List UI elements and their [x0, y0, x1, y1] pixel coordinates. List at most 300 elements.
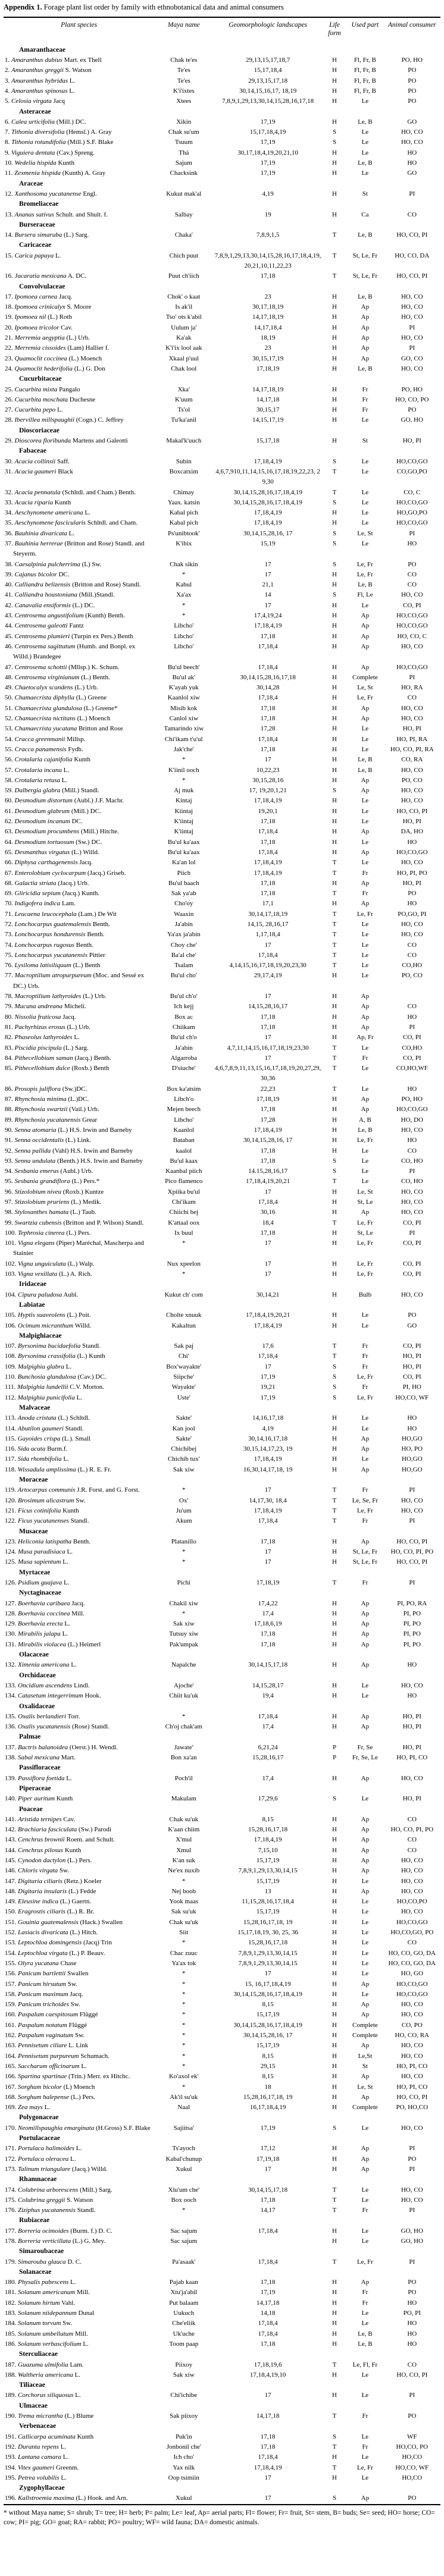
species-row [4, 848, 440, 858]
life-form-cell: T [332, 1085, 337, 1093]
species-row [4, 415, 440, 425]
used-part-cell: Le [361, 735, 369, 743]
landscapes-cell: 17,19 [260, 118, 276, 125]
species-row [4, 1938, 440, 1948]
family-name: Zygophyllaceae [19, 2484, 65, 2492]
life-form-cell: H [332, 190, 337, 197]
species-number: 47. [5, 663, 15, 671]
species-cell: 106. Ocimum micranthum Willd. [5, 1322, 92, 1329]
species-binomial: Cipura paludosa [18, 1291, 62, 1298]
life-form-cell: H [332, 365, 337, 372]
used-part-cell: Complete [352, 673, 378, 681]
used-part-cell: St [362, 2062, 368, 2070]
life-form-cell: H [332, 396, 337, 403]
life-form-cell: H [332, 1857, 337, 1864]
used-part-cell: Complete [352, 2021, 378, 2029]
used-part-cell: Ap [361, 828, 370, 836]
life-form-cell: H [332, 437, 337, 445]
species-number: 2. [5, 67, 11, 74]
family-name: Solanaceae [19, 2268, 52, 2276]
life-form-cell: H [332, 1723, 337, 1731]
landscapes-cell: 15,17,19 [256, 2011, 280, 2019]
species-binomial: Vigna elegans [18, 1240, 55, 1247]
species-cell: 40. Calliandra belizensis (Britton and Rose) Standl. [5, 581, 141, 589]
used-part-cell: Ca [361, 211, 369, 218]
species-binomial: Ananas sativus [14, 211, 54, 218]
landscapes-cell: 4,19 [262, 1425, 274, 1432]
landscapes-cell: 17,18 [260, 818, 276, 826]
species-cell: 41. Calliandra houstoniana (Mill.)Standl. [5, 591, 115, 599]
used-part-cell: Le [361, 467, 369, 475]
species-number: 30. [5, 457, 15, 465]
species-cell: 13. Ananas sativus Schult. and Shult. f. [5, 211, 108, 218]
species-binomial: Chloris virgata [18, 1867, 58, 1875]
landscapes-cell: 15,19 [260, 540, 276, 547]
species-cell: 31. Acacia gaumeri Black [5, 467, 73, 475]
species-number: 133. [5, 1681, 18, 1689]
landscapes-cell: 17,18,4,19 [254, 1126, 282, 1134]
species-row [4, 189, 440, 199]
maya-name-cell: * [182, 612, 186, 620]
life-form-cell: H [332, 776, 337, 784]
species-binomial: Paspalum caespitosum [18, 2011, 79, 2019]
life-form-cell: H [332, 98, 337, 105]
species-cell: 20. Ipomoea tricolor Cav. [5, 324, 73, 331]
landscapes-cell: 18,19 [260, 334, 276, 342]
species-row [4, 1856, 440, 1866]
species-row [4, 1218, 440, 1228]
maya-name-cell: Chak lool [171, 365, 197, 372]
maya-name-cell: Ak'il su'uk [170, 2093, 198, 2101]
maya-name-cell: Ja'abin [174, 920, 193, 928]
species-row [4, 1866, 440, 1876]
species-binomial: Dioscorea floribunda [14, 437, 71, 445]
animal-consumer-cell: HO, CO [401, 313, 423, 321]
family-row [4, 179, 440, 189]
species-number: 3. [5, 77, 11, 84]
species-row [4, 2308, 440, 2318]
landscapes-cell: 15,17,19 [256, 2042, 280, 2050]
family-name: Caricaceae [19, 241, 52, 249]
used-part-cell: Le [361, 725, 369, 733]
life-form-cell: H [332, 1959, 337, 1967]
species-cell: 93. Senna undulata (Benth.) H.S. Irwin and Barneby [5, 1157, 143, 1165]
maya-name-cell: Sak xiw [173, 2371, 195, 2379]
family-name: Portulacaceae [19, 2135, 60, 2142]
species-cell: 109. Malpighia glabra L. [5, 1363, 72, 1370]
maya-name-cell: Kaanbal piich [165, 1168, 202, 1175]
species-row [4, 2000, 440, 2010]
family-row [4, 199, 440, 209]
landscapes-cell: 17,18 [260, 2196, 276, 2204]
maya-name-cell: Xka' [177, 385, 190, 393]
used-part-cell: Ap [361, 776, 370, 784]
used-part-cell: Le,St [358, 2052, 373, 2060]
used-part-cell: Ap [361, 2279, 370, 2286]
species-row [4, 1835, 440, 1845]
animal-consumer-cell: HO,CO,GO [396, 1918, 428, 1926]
used-part-cell: St, Le, Fr [352, 1558, 378, 1566]
species-binomial: Lonchocarpus hondurensis [14, 931, 86, 939]
species-number: 45. [5, 632, 15, 640]
family-name: Bromeliaceae [19, 200, 59, 208]
life-form-cell: S [332, 128, 337, 136]
landscapes-cell: 7,8,9,1,29,13,30,14,15 [238, 1867, 298, 1875]
animal-consumer-cell: PI [409, 1486, 415, 1494]
life-form-cell: S [332, 560, 337, 568]
maya-name-cell: Kiintaj [174, 807, 193, 815]
species-row [4, 673, 440, 683]
life-form-cell: H [332, 77, 337, 84]
landscapes-cell: 19,4 [262, 1692, 274, 1700]
species-row [4, 230, 440, 240]
life-form-cell: H [332, 684, 337, 692]
life-form-cell: H [332, 303, 337, 311]
species-row [4, 1362, 440, 1372]
species-row [4, 1599, 440, 1609]
species-binomial: Ipomoea tricolor [14, 324, 60, 331]
life-form-cell: T [332, 252, 337, 259]
species-binomial: Neomillspaughia emarginata [18, 2124, 95, 2132]
animal-consumer-cell: PI [409, 2165, 415, 2173]
life-form-cell: H [332, 416, 337, 424]
species-number: 115. [5, 1435, 18, 1442]
species-number: 156. [5, 1970, 18, 1978]
used-part-cell: Le [361, 1425, 369, 1432]
family-name: Rubiaceae [19, 2217, 50, 2224]
species-row [4, 1238, 440, 1259]
life-form-cell: H [332, 622, 337, 630]
maya-name-cell: K'iinil ooch [168, 766, 199, 774]
used-part-cell: Le, Fr [357, 1260, 373, 1267]
species-binomial: Boerhavia erecta [18, 1620, 63, 1628]
family-name: Malvaceae [19, 1404, 51, 1411]
species-number: 164. [5, 2052, 18, 2060]
life-form-cell: H [332, 2145, 337, 2153]
landscapes-cell: 30,14,15,17,18 [248, 2186, 288, 2194]
species-binomial: Solanum hirtum [18, 2299, 60, 2307]
species-binomial: Canavalia ensiformis [14, 601, 71, 609]
species-binomial: Sesbania grandiflora [14, 1178, 70, 1185]
life-form-cell: H [332, 1815, 337, 1823]
life-form-cell: T [332, 931, 337, 939]
species-cell: 50. Chamaecrista diphylla (L.) Greene [5, 694, 107, 702]
species-cell: 140. Piper auritum Kunth [5, 1795, 73, 1803]
landscapes-cell: 29,13,15,17,18 [248, 77, 288, 84]
maya-name-cell: Tamarindo xiw [164, 725, 204, 733]
used-part-cell: Le [361, 2371, 369, 2379]
species-row [4, 663, 440, 673]
species-cell: 186. Solanum verbascifolium L. [5, 2340, 89, 2348]
species-binomial: Acacia pennatula [14, 488, 61, 496]
life-form-cell: H [332, 1836, 337, 1844]
landscapes-cell: 14,17 [260, 2207, 276, 2214]
species-cell: 105. Hyptis suaveolens (L.) Poit. [5, 1311, 91, 1319]
animal-consumer-cell: HO, CO [401, 715, 423, 723]
life-form-cell: H [332, 663, 337, 671]
species-cell: 29. Dioscorea floribunda Martens and Galeotti [5, 437, 128, 445]
landscapes-cell: 17,4,19,24 [254, 612, 282, 620]
life-form-cell: H [332, 601, 337, 609]
species-number: 75. [5, 951, 15, 959]
maya-name-cell: K'i'ixtes [173, 87, 195, 95]
species-cell: 63. Desmodium procumbens (Mill.) Hitche. [5, 828, 119, 836]
used-part-cell: Le [361, 1990, 369, 1998]
species-row [4, 148, 440, 158]
species-binomial: Abutilon gaumeri [17, 1425, 64, 1432]
landscapes-cell: 14,15,17,19 [252, 416, 284, 424]
species-number: 160. [5, 2011, 18, 2019]
animal-consumer-cell: HO, CO [401, 1209, 423, 1216]
life-form-cell: T [332, 272, 337, 280]
species-cell: 35. Aeschynomene fascicularis Schltdl. and Cham. [5, 519, 138, 527]
species-number: 84. [5, 1054, 15, 1062]
landscapes-cell: 17,18,4,19,20,21 [245, 1311, 290, 1319]
landscapes-cell: 30,14,16,17,18 [248, 1435, 288, 1442]
species-cell: 194. Vitex gaumeri Greenm. [5, 2464, 79, 2471]
maya-name-cell: Chakil xiw [169, 1599, 199, 1607]
life-form-cell: T [332, 920, 337, 928]
used-part-cell: Ap [361, 2155, 370, 2163]
species-row [4, 1125, 440, 1135]
maya-name-cell: Chac zuuc [170, 1949, 198, 1957]
species-row [4, 745, 440, 755]
family-row [4, 1805, 440, 1815]
species-binomial: Vigna unguiculata [18, 1260, 66, 1267]
species-number: 22. [5, 344, 15, 352]
used-part-cell: Le, St [357, 684, 373, 692]
species-row [4, 457, 440, 467]
species-cell: 167. Sorghum bicolor (L) Moench [5, 2083, 95, 2091]
used-part-cell: Complete [352, 2104, 378, 2111]
life-form-cell: H [332, 1445, 337, 1453]
species-binomial: Desmanthus virgatus [14, 848, 70, 856]
species-row [4, 940, 440, 950]
maya-name-cell: Chacksink [170, 170, 198, 177]
life-form-cell: H [332, 2083, 337, 2091]
landscapes-cell: 30,14,15,28,16,17,18,4,19 [233, 498, 302, 506]
family-row [4, 1732, 440, 1742]
animal-consumer-cell: HO, CO, PI [396, 2371, 428, 2379]
life-form-cell: S [332, 591, 337, 599]
family-row [4, 1702, 440, 1712]
maya-name-cell: Ox' [179, 1496, 189, 1504]
family-row [4, 2483, 440, 2493]
life-form-cell: H [332, 993, 337, 1000]
species-binomial: Chamaecrista nictitans [14, 715, 76, 723]
landscapes-cell: 15,17,18,19, 30, 25, 36 [237, 1929, 298, 1937]
used-part-cell: Fl, Fr, B [354, 87, 376, 95]
family-row [4, 2401, 440, 2411]
species-row [4, 2205, 440, 2216]
landscapes-cell: 17,18 [260, 890, 276, 898]
animal-consumer-cell: CO, PI [403, 601, 421, 609]
animal-consumer-cell: HO, CO, PI [396, 1558, 428, 1566]
species-row [4, 693, 440, 703]
landscapes-cell: 7,8,9,1,29,13,30,14,15,28,16,17,18,4,19, 20,21,10,11,22,23 [214, 252, 321, 269]
species-cell: 139. Passiflora foetida L. [5, 1774, 72, 1782]
animal-consumer-cell: PI [409, 324, 415, 331]
species-number: 163. [5, 2042, 18, 2050]
animal-consumer-cell: HO, CO, PI, PO [390, 1826, 434, 1834]
species-number: 91. [5, 1137, 15, 1144]
species-binomial: Bauhinia divaricata [14, 529, 67, 537]
life-form-cell: H [332, 818, 337, 826]
species-cell: 135. Oxalis berlandieri Torr. [5, 1712, 80, 1720]
species-number: 188. [5, 2371, 18, 2379]
landscapes-cell: 23 [264, 293, 271, 300]
maya-name-cell: Kabal'chunup [165, 2155, 202, 2163]
species-cell: 173. Talinum triangulare (Jacq.) Willd. [5, 2165, 108, 2173]
family-row [4, 2380, 440, 2390]
species-row [4, 354, 440, 364]
species-number: 167. [5, 2083, 18, 2091]
species-binomial: Stizolobium pruriens [14, 1198, 70, 1206]
species-cell: 100. Tephrosia cinerea (L.) Pers. [5, 1229, 91, 1237]
species-row [4, 1877, 440, 1887]
used-part-cell: Le [361, 1795, 369, 1803]
life-form-cell: H [332, 838, 337, 846]
used-part-cell: Ap [361, 1723, 370, 1731]
species-cell: 98. Stylosanthes hamata (L.) Taub. [5, 1209, 96, 1216]
animal-consumer-cell: PI [409, 1023, 415, 1031]
landscapes-cell: 14,17,18,4 [254, 324, 282, 331]
species-number: 100. [5, 1229, 18, 1237]
used-part-cell: Ap [361, 879, 370, 887]
life-form-cell: H [332, 2032, 337, 2040]
family-name: Tiliaceae [19, 2382, 45, 2389]
life-form-cell: H [332, 1599, 337, 1607]
species-number: 14. [5, 231, 15, 239]
species-binomial: Hyptis suaveolens [18, 1311, 65, 1319]
animal-consumer-cell: CO, PI [403, 1240, 421, 1247]
used-part-cell: Ap [361, 715, 370, 723]
species-binomial: Physalis pubescens [18, 2279, 69, 2286]
maya-name-cell: * [182, 2011, 186, 2019]
animal-consumer-cell: HO [407, 2320, 417, 2327]
species-number: 16. [5, 272, 15, 280]
species-cell: 95. Sesbania grandiflora (L.) Pers.* [5, 1178, 100, 1185]
used-part-cell: Ap [361, 2001, 370, 2009]
species-row [4, 560, 440, 570]
species-number: 46. [5, 642, 15, 650]
species-cell: 47. Centrosema schottii (Mllsp.) K. Schum. [5, 663, 120, 671]
species-cell: 51. Chamaecrista glandulosa (L.) Greene* [5, 704, 118, 712]
used-part-cell: Le [361, 1929, 369, 1937]
animal-consumer-cell: CO [407, 1939, 417, 1947]
maya-name-cell: Xukul [176, 2165, 192, 2173]
species-cell: 18. Ipomoea crinicalyx S. Moore [5, 303, 92, 311]
species-cell: 125. Musa sapientum L. [5, 1558, 68, 1566]
animal-consumer-cell: PI, PO, RA [397, 1599, 427, 1607]
species-row [4, 1454, 440, 1464]
species-cell: 124. Musa paradisiaca L. [5, 1548, 73, 1556]
family-row [4, 2175, 440, 2185]
species-cell: 195. Petrea volubilis L. [5, 2474, 67, 2481]
species-binomial: Piper auritum [18, 1795, 55, 1803]
species-cell: 187. Guazuma ulmifolia Lam. [5, 2361, 84, 2368]
species-row [4, 2288, 440, 2298]
animal-consumer-cell: PO [408, 2412, 417, 2420]
used-part-cell: Ap [361, 1630, 370, 1638]
species-row [4, 580, 440, 590]
species-binomial: Heliconia latispatha [18, 1538, 72, 1545]
used-part-cell: Le [361, 1414, 369, 1422]
used-part-cell: Le [361, 1949, 369, 1957]
life-form-cell: H [332, 1939, 337, 1947]
animal-consumer-cell: CO, PI [403, 1054, 421, 1062]
species-row [4, 2411, 440, 2421]
maya-name-cell: Te'es [177, 77, 190, 84]
species-binomial: Corchorus siliquosus [18, 2392, 74, 2399]
maya-name-cell: Xkaal p'uul [168, 354, 199, 362]
life-form-cell: H [332, 2011, 337, 2019]
species-cell: 2. Amaranthus greggii S. Watson [5, 67, 92, 74]
life-form-cell: S [332, 529, 337, 537]
species-binomial: Nissolia fruticosa [14, 1013, 61, 1021]
species-cell: 9. Viguiera dentata (Cav.) Spreng. [5, 149, 95, 156]
species-binomial: Amaranthus spinosus [11, 87, 68, 95]
species-binomial: Merremia aegyptia [14, 334, 65, 342]
species-row [4, 1115, 440, 1125]
life-form-cell: H [332, 2062, 337, 2070]
species-number: 89. [5, 1116, 15, 1124]
landscapes-cell: 17,18,4,19 [254, 1322, 282, 1329]
species-number: 158. [5, 1990, 18, 1998]
species-number: 170. [5, 2124, 18, 2132]
species-row [4, 1578, 440, 1588]
species-row [4, 1516, 440, 1526]
life-form-cell: H [332, 1692, 337, 1700]
used-part-cell: Ap [361, 2165, 370, 2173]
species-cell: 136. Oxalis yucatanensis (Rose) Standl. [5, 1723, 110, 1731]
landscapes-cell: 17,1 [262, 900, 274, 908]
animal-consumer-cell: CO, PI [403, 1342, 421, 1350]
species-cell: 112. Malpighia punicifolia L. [5, 1394, 83, 1401]
animal-consumer-cell: HO, PI [402, 1363, 421, 1370]
landscapes-cell: 30,15,17,19 [252, 354, 284, 362]
title-text: Forage plant list order by family with ethnobotanical data and animal consumers [43, 3, 284, 11]
species-binomial: Xanthosoma yucatanense [14, 190, 82, 197]
species-number: 5. [5, 98, 11, 105]
species-binomial: Pachyrhizus erosus [14, 1023, 65, 1031]
landscapes-cell: 8,15 [262, 2052, 274, 2060]
animal-consumer-cell: HO,CO,GO [396, 498, 428, 506]
life-form-cell: H [332, 694, 337, 702]
species-binomial: Sida acuta [17, 1445, 46, 1453]
species-number: 185. [5, 2330, 18, 2337]
animal-consumer-cell: CO [407, 211, 417, 218]
used-part-cell: Le, Fr [357, 1394, 373, 1401]
species-row [4, 2020, 440, 2031]
animal-consumer-cell: HO, CO, PI [396, 231, 428, 239]
species-row [4, 1774, 440, 1784]
species-cell: 174. Colubrina arborescens (Mill.) Sarg. [5, 2186, 112, 2194]
species-number: 114. [5, 1425, 18, 1432]
species-number: 95. [5, 1178, 15, 1185]
maya-name-cell: Pak'umpak [169, 1640, 198, 1648]
family-name: Iridaceae [19, 1281, 46, 1288]
species-cell: 130. Mirabilis jalapa L. [5, 1630, 68, 1638]
family-name: Rhamnaceae [19, 2176, 57, 2183]
animal-consumer-cell: HO, CO [401, 2011, 423, 2019]
species-number: 78. [5, 993, 15, 1000]
species-cell: 155. Olyra yucatana Chase [5, 1959, 77, 1967]
species-row [4, 570, 440, 580]
maya-name-cell: Xmul [176, 1846, 192, 1854]
species-row [4, 1351, 440, 1361]
life-form-cell: H [332, 2279, 337, 2286]
